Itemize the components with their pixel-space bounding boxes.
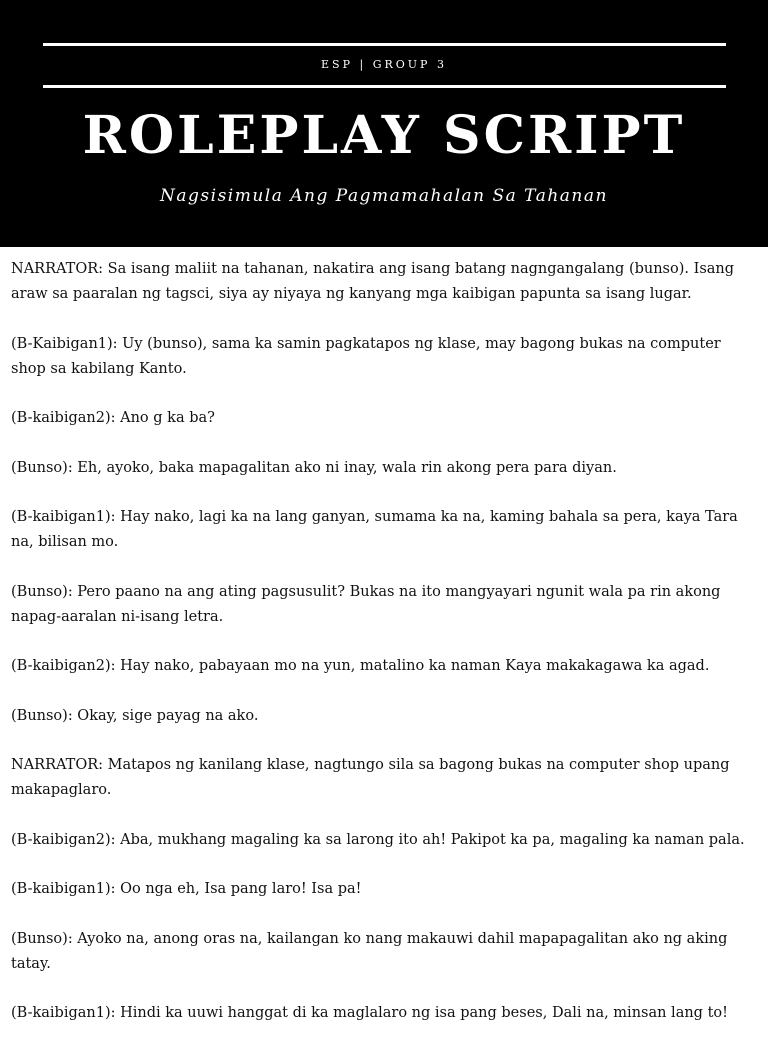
script-line: (B-kaibigan2): Aba, mukhang magaling ka sa larong ito ah! Pakipot ka pa, magaling ka naman pala. — [11, 831, 745, 848]
bottom-divider — [43, 85, 726, 88]
script-line: (B-kaibigan2): Ano g ka ba? — [11, 410, 215, 426]
script-line: (B-Kaibigan1): Uy (bunso), sama ka samin pagkatapos ng klase, may bagong bukas na computer shop sa kabilang Kanto. — [11, 335, 721, 377]
script-line: (B-kaibigan1): Hindi ka uuwi hanggat di ka maglalaro ng isa pang beses, Dali na, minsan lang to! — [11, 1005, 728, 1021]
script-line: (B-kaibigan2): Hay nako, pabayaan mo na yun, matalino ka naman Kaya makakagawa ka agad. — [11, 658, 710, 674]
script-line: (B-kaibigan1): Oo nga eh, Isa pang laro! Isa pa! — [11, 881, 362, 897]
script-line: (Bunso): Eh, ayoko, baka mapagalitan ako ni inay, wala rin akong pera para diyan. — [11, 459, 617, 476]
header-banner — [0, 0, 768, 247]
group-label: ESP | GROUP 3 — [321, 58, 447, 71]
script-line: (Bunso): Pero paano na ang ating pagsusulit? Bukas na ito mangyayari ngunit wala pa rin akong napag-aaralan ni-isang letra. — [11, 583, 721, 625]
script-line: NARRATOR: Matapos ng kanilang klase, nagtungo sila sa bagong bukas na computer shop upang makapaglaro. — [11, 757, 730, 798]
script-body — [11, 257, 759, 1051]
page-subtitle: Nagsisimula Ang Pagmamahalan Sa Tahanan — [160, 186, 608, 206]
top-divider — [43, 43, 726, 46]
script-line: (Bunso): Ayoko na, anong oras na, kailangan ko nang makauwi dahil mapapagalitan ako ng aking tatay. — [11, 930, 728, 972]
page-title: ROLEPLAY SCRIPT — [82, 105, 686, 166]
script-line: (B-kaibigan1): Hay nako, lagi ka na lang ganyan, sumama ka na, kaming bahala sa pera, kaya Tara na, bilisan mo. — [11, 509, 738, 550]
script-line: NARRATOR: Sa isang maliit na tahanan, nakatira ang isang batang nagngangalang (bunso). Isang araw sa paaralan ng tagsci, siya ay niyaya ng kanyang mga kaibigan papunta sa isang lugar. — [11, 261, 735, 302]
script-line: (Bunso): Okay, sige payag na ako. — [11, 707, 259, 724]
